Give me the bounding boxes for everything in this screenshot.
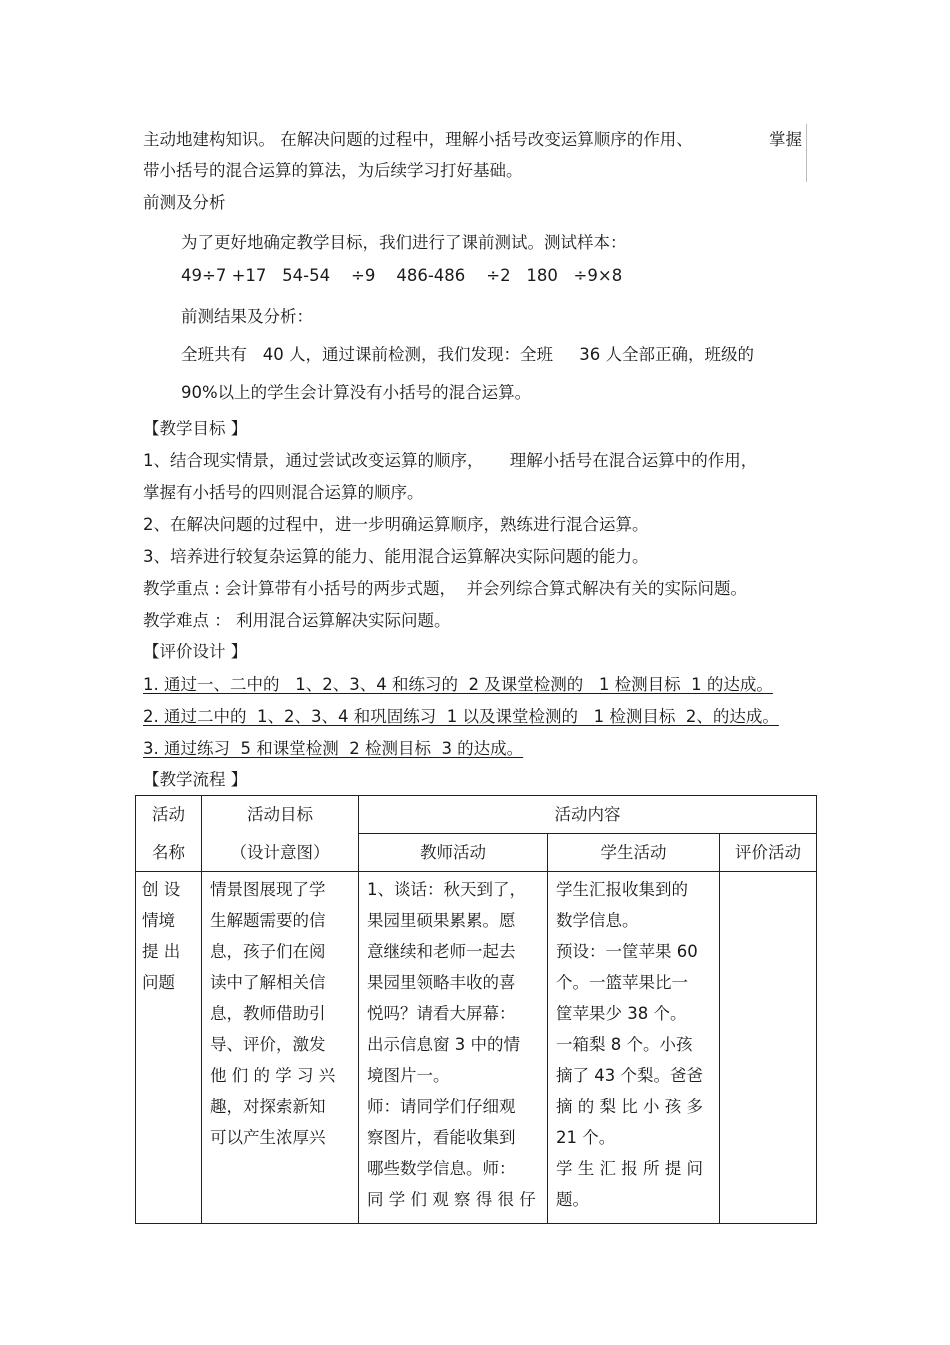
assessment-activity-cell [720,872,817,1224]
frame-edge [806,124,807,182]
student-activity-line: 学 生 汇 报 所 提 问 [556,1159,703,1178]
pretest-result-heading: 前测结果及分析： [181,307,313,326]
table-header-row-2 [136,834,817,872]
activity-goal-line: 趣，对探索新知 [210,1097,326,1116]
teacher-activity-line: 果园里硕果累累。愿 [367,911,516,930]
goals-heading: 【教学目标 】 [143,419,248,438]
teacher-activity-line: 察图片，看能收集到 [367,1128,516,1147]
goal-1b: 掌握有小括号的四则混合运算的顺序。 [143,483,424,502]
activity-goal-line: 可以产生浓厚兴 [210,1128,326,1147]
table-header-row-1 [136,796,817,834]
evaluation-1: 1. 通过一、二中的 1、2、3、4 和练习的 2 及课堂检测的 1 检测目标 1 的达成。 [143,675,773,694]
student-activity-line: 个。一篮苹果比一 [556,973,688,992]
student-activity-line: 学生汇报收集到的 [556,880,688,899]
pretest-result-line-2: 90%以上的学生会计算没有小括号的混合运算。 [181,383,532,402]
evaluation-3: 3. 通过练习 5 和课堂检测 2 检测目标 3 的达成。 [143,739,524,758]
goal-1a: 1、结合现实情景，通过尝试改变运算的顺序， 理解小括号在混合运算中的作用， [143,451,758,470]
pretest-heading: 前测及分析 [143,193,226,212]
teacher-activity-line: 哪些数学信息。师： [367,1159,516,1178]
intro-line-1-tail: 掌握 [769,130,802,149]
student-activity-line: 筐苹果少 38 个。 [556,1004,687,1023]
teacher-activity-line: 果园里领略丰收的喜 [367,973,516,992]
activity-goal-line: 生解题需要的信 [210,911,326,930]
evaluation-heading: 【评价设计 】 [143,642,248,661]
teacher-activity-cell [359,872,548,1224]
teacher-activity-line: 境图片一。 [367,1066,450,1085]
header-goal-bottom: （设计意图） [202,834,359,872]
activity-name-line: 提 出 [142,942,181,961]
pretest-paragraph-1: 为了更好地确定教学目标，我们进行了课前测试。测试样本： [181,233,627,252]
pretest-result-line-1: 全班共有 40 人，通过课前检测，我们发现：全班 36 人全部正确，班级的 [181,345,754,364]
teacher-activity-line: 师：请同学们仔细观 [367,1097,516,1116]
student-activity-line: 数学信息。 [556,911,639,930]
student-activity-line: 摘 的 梨 比 小 孩 多 [556,1097,703,1116]
intro-line-1: 主动地建构知识。 在解决问题的过程中，理解小括号改变运算顺序的作用、 [143,130,693,149]
header-goal-top: 活动目标 [202,796,359,834]
student-activity-line: 题。 [556,1190,589,1209]
header-name-bottom: 名称 [136,834,202,872]
activity-goal-line: 情景图展现了学 [210,880,326,899]
intro-line-2: 带小括号的混合运算的算法，为后续学习打好基础。 [143,161,523,180]
header-name-top: 活动 [136,796,202,834]
teaching-flow-table [135,795,817,1224]
header-assess: 评价活动 [720,834,817,872]
pretest-sample: 49÷7 +17 54-54 ÷9 486-486 ÷2 180 ÷9×8 [181,266,623,285]
difficult-point: 教学难点 ： 利用混合运算解决实际问题。 [143,611,451,630]
teacher-activity-line: 1、谈话：秋天到了， [367,880,526,899]
student-activity-cell [548,872,720,1224]
goal-2: 2、在解决问题的过程中，进一步明确运算顺序，熟练进行混合运算。 [143,515,649,534]
activity-goal-cell [202,872,359,1224]
student-activity-line: 21 个。 [556,1128,616,1147]
flow-heading: 【教学流程 】 [143,770,248,789]
header-student: 学生活动 [548,834,720,872]
activity-goal-line: 导、评价，激发 [210,1035,326,1054]
table-row [136,872,817,1224]
teacher-activity-line: 悦吗？请看大屏幕： [367,1004,516,1023]
teacher-activity-line: 意继续和老师一起去 [367,942,516,961]
activity-goal-line: 读中了解相关信 [210,973,326,992]
activity-name-line: 问题 [142,973,175,992]
activity-name-line: 情境 [142,911,175,930]
goal-3: 3、培养进行较复杂运算的能力、能用混合运算解决实际问题的能力。 [143,547,649,566]
teacher-activity-line: 同 学 们 观 察 得 很 仔 [367,1190,536,1209]
student-activity-line: 一箱梨 8 个。小孩 [556,1035,693,1054]
student-activity-line: 摘了 43 个梨。爸爸 [556,1066,703,1085]
student-activity-line: 预设：一筐苹果 60 [556,942,698,961]
key-point: 教学重点 : 会计算带有小括号的两步式题， 并会列综合算式解决有关的实际问题。 [143,579,748,598]
header-teacher: 教师活动 [359,834,548,872]
teacher-activity-line: 出示信息窗 3 中的情 [367,1035,520,1054]
activity-goal-line: 息，教师借助引 [210,1004,326,1023]
activity-name-cell [136,872,202,1224]
activity-goal-line: 他 们 的 学 习 兴 [210,1066,336,1085]
activity-goal-line: 息，孩子们在阅 [210,942,326,961]
header-content: 活动内容 [359,796,817,834]
evaluation-2: 2. 通过二中的 1、2、3、4 和巩固练习 1 以及课堂检测的 1 检测目标 2、的达成。 [143,707,779,726]
activity-name-line: 创 设 [142,880,181,899]
